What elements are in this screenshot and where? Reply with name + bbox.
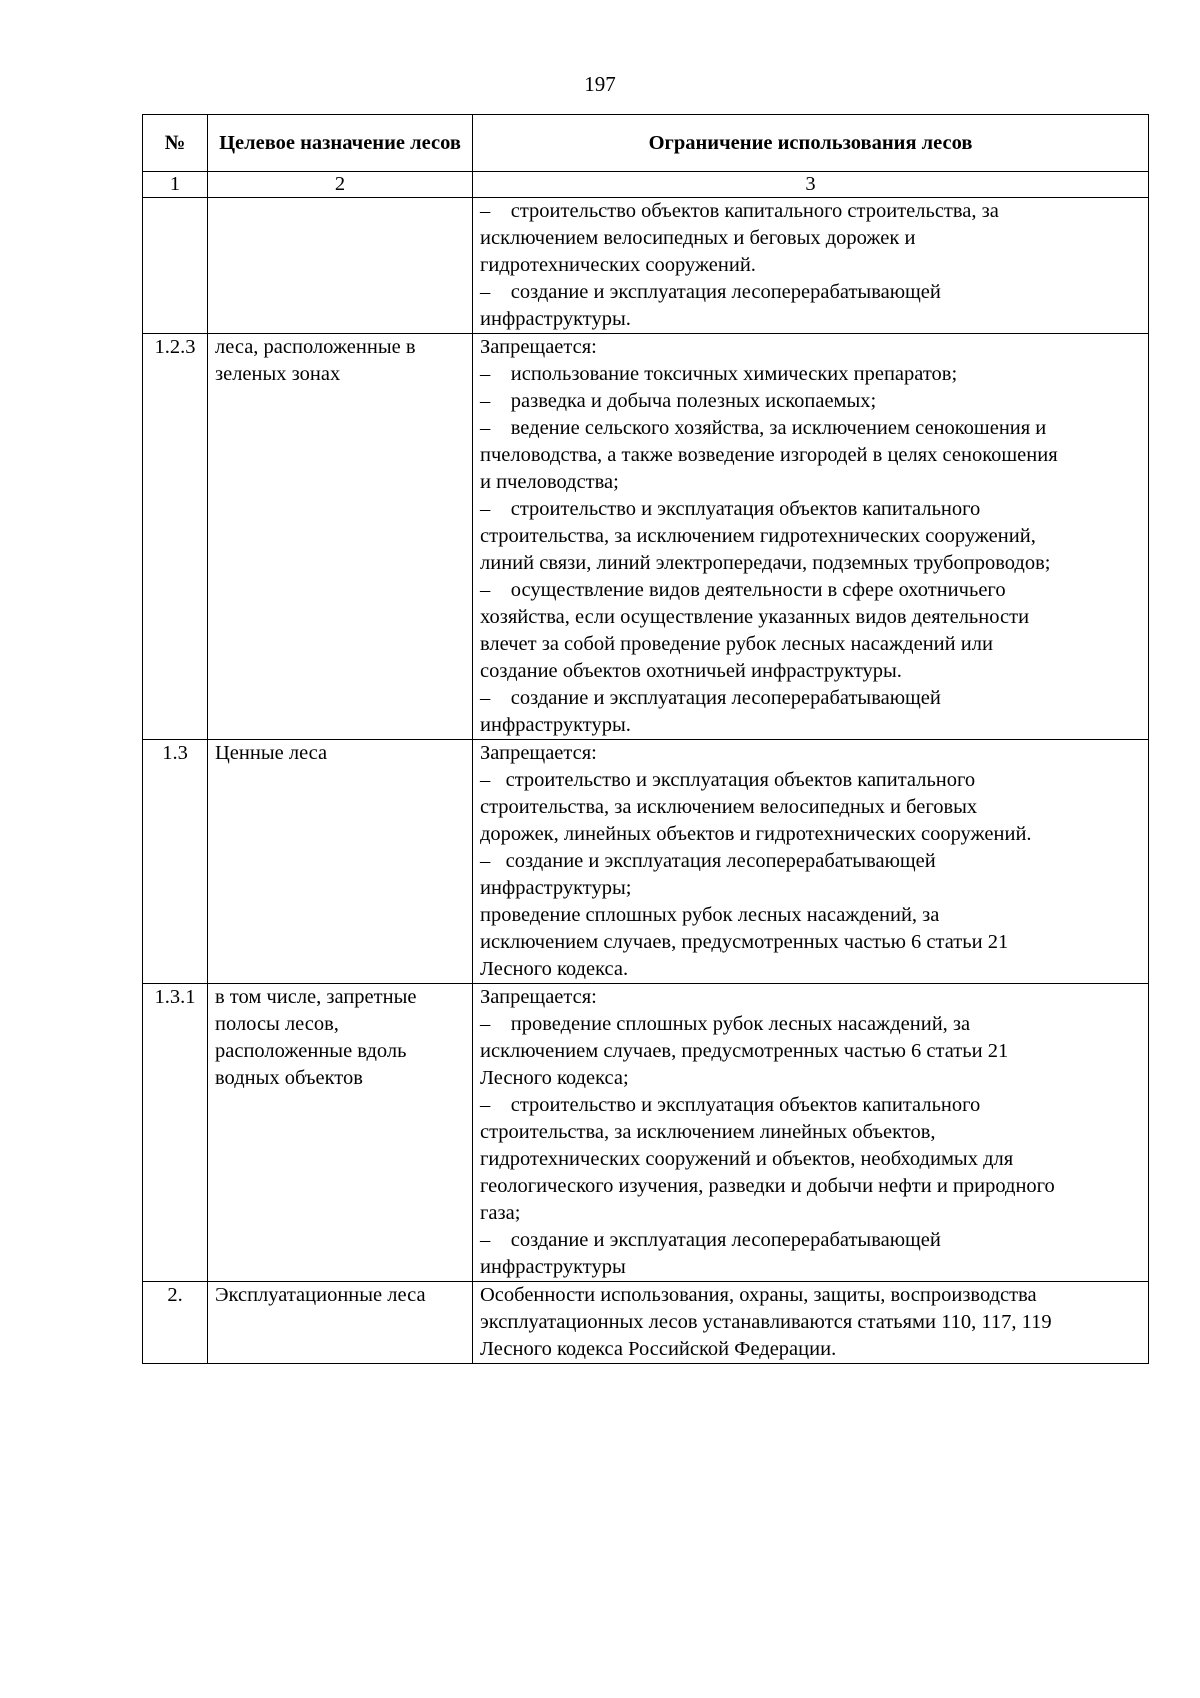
forest-purpose-line: в том числе, запретные	[215, 986, 417, 1008]
restriction-line: Лесного кодекса Российской Федерации.	[480, 1338, 837, 1360]
restriction-line: инфраструктуры.	[480, 714, 631, 736]
restriction-line: – строительство и эксплуатация объектов капитального	[480, 769, 976, 791]
header-row	[143, 115, 1149, 172]
forest-purpose-line: Эксплуатационные леса	[215, 1284, 426, 1306]
table-row	[143, 334, 1149, 740]
forest-purpose-line: водных объектов	[215, 1067, 363, 1089]
restriction-cell	[473, 198, 1149, 334]
column-number-1: 1	[143, 172, 208, 198]
restriction-line: исключением велосипедных и беговых дорожек и	[480, 227, 916, 249]
forest-purpose-cell	[208, 334, 473, 740]
restriction-line: исключением случаев, предусмотренных частью 6 статьи 21	[480, 1040, 1009, 1062]
forest-purpose-line: полосы лесов,	[215, 1013, 339, 1035]
restriction-line: Лесного кодекса;	[480, 1067, 629, 1089]
restriction-line: – ведение сельского хозяйства, за исключением сенокошения и	[480, 417, 1047, 439]
restriction-line: – создание и эксплуатация лесоперерабатывающей	[480, 281, 941, 303]
column-number-3: 3	[473, 172, 1149, 198]
restriction-line: инфраструктуры	[480, 1256, 626, 1278]
restriction-line: геологического изучения, разведки и добычи нефти и природного	[480, 1175, 1055, 1197]
restriction-line: Запрещается:	[480, 742, 597, 764]
restriction-line: и пчеловодства;	[480, 471, 619, 493]
restriction-line: Запрещается:	[480, 986, 597, 1008]
table-row	[143, 198, 1149, 334]
restriction-cell	[473, 740, 1149, 984]
restriction-line: – использование токсичных химических препаратов;	[480, 363, 958, 385]
restriction-line: влечет за собой проведение рубок лесных насаждений или	[480, 633, 993, 655]
forest-purpose-line: зеленых зонах	[215, 363, 341, 385]
forest-purpose-line: Ценные леса	[215, 742, 328, 764]
row-number: 1.2.3	[143, 334, 208, 740]
restriction-line: – создание и эксплуатация лесоперерабатывающей	[480, 850, 936, 872]
restriction-line: – создание и эксплуатация лесоперерабатывающей	[480, 1229, 941, 1251]
restriction-line: – проведение сплошных рубок лесных насаждений, за	[480, 1013, 971, 1035]
forest-purpose-cell	[208, 740, 473, 984]
restriction-line: дорожек, линейных объектов и гидротехнических сооружений.	[480, 823, 1032, 845]
restriction-line: создание объектов охотничьей инфраструктуры.	[480, 660, 902, 682]
restriction-line: – разведка и добыча полезных ископаемых;	[480, 390, 877, 412]
restriction-line: линий связи, линий электропередачи, подземных трубопроводов;	[480, 552, 1051, 574]
restriction-line: – осуществление видов деятельности в сфере охотничьего	[480, 579, 1006, 601]
restriction-cell	[473, 984, 1149, 1282]
restriction-line: строительства, за исключением велосипедных и беговых	[480, 796, 978, 818]
restriction-line: – создание и эксплуатация лесоперерабатывающей	[480, 687, 941, 709]
table-row	[143, 984, 1149, 1282]
restriction-line: газа;	[480, 1202, 521, 1224]
restriction-line: инфраструктуры;	[480, 877, 632, 899]
restriction-cell	[473, 334, 1149, 740]
restriction-line: инфраструктуры.	[480, 308, 631, 330]
restriction-cell	[473, 1282, 1149, 1364]
restriction-line: гидротехнических сооружений и объектов, необходимых для	[480, 1148, 1014, 1170]
forest-purpose-cell	[208, 984, 473, 1282]
restriction-line: гидротехнических сооружений.	[480, 254, 756, 276]
forest-purpose-cell	[208, 198, 473, 334]
header-restrictions: Ограничение использования лесов	[473, 115, 1149, 172]
forest-purpose-line: леса, расположенные в	[215, 336, 416, 358]
header-purpose: Целевое назначение лесов	[208, 115, 473, 172]
forest-purpose-line: расположенные вдоль	[215, 1040, 407, 1062]
restriction-line: – строительство и эксплуатация объектов капитального	[480, 498, 981, 520]
restriction-line: – строительство и эксплуатация объектов капитального	[480, 1094, 981, 1116]
row-number: 2.	[143, 1282, 208, 1364]
restriction-line: строительства, за исключением линейных объектов,	[480, 1121, 936, 1143]
restriction-line: исключением случаев, предусмотренных частью 6 статьи 21	[480, 931, 1009, 953]
column-numbers-row	[143, 172, 1149, 198]
row-number	[143, 198, 208, 334]
restriction-line: строительства, за исключением гидротехнических сооружений,	[480, 525, 1036, 547]
restriction-line: – строительство объектов капитального строительства, за	[480, 200, 999, 222]
restriction-line: пчеловодства, а также возведение изгородей в целях сенокошения	[480, 444, 1058, 466]
restriction-line: Особенности использования, охраны, защиты, воспроизводства	[480, 1284, 1037, 1306]
table-row	[143, 1282, 1149, 1364]
row-number: 1.3.1	[143, 984, 208, 1282]
restriction-line: хозяйства, если осуществление указанных видов деятельности	[480, 606, 1030, 628]
restriction-line: Запрещается:	[480, 336, 597, 358]
forest-restrictions-table	[142, 114, 1149, 1364]
header-number: №	[143, 115, 208, 172]
restriction-line: проведение сплошных рубок лесных насаждений, за	[480, 904, 940, 926]
row-number: 1.3	[143, 740, 208, 984]
table-row	[143, 740, 1149, 984]
forest-purpose-cell	[208, 1282, 473, 1364]
page-number: 197	[584, 72, 616, 96]
column-number-2: 2	[208, 172, 473, 198]
restriction-line: Лесного кодекса.	[480, 958, 629, 980]
restriction-line: эксплуатационных лесов устанавливаются статьями 110, 117, 119	[480, 1311, 1052, 1333]
